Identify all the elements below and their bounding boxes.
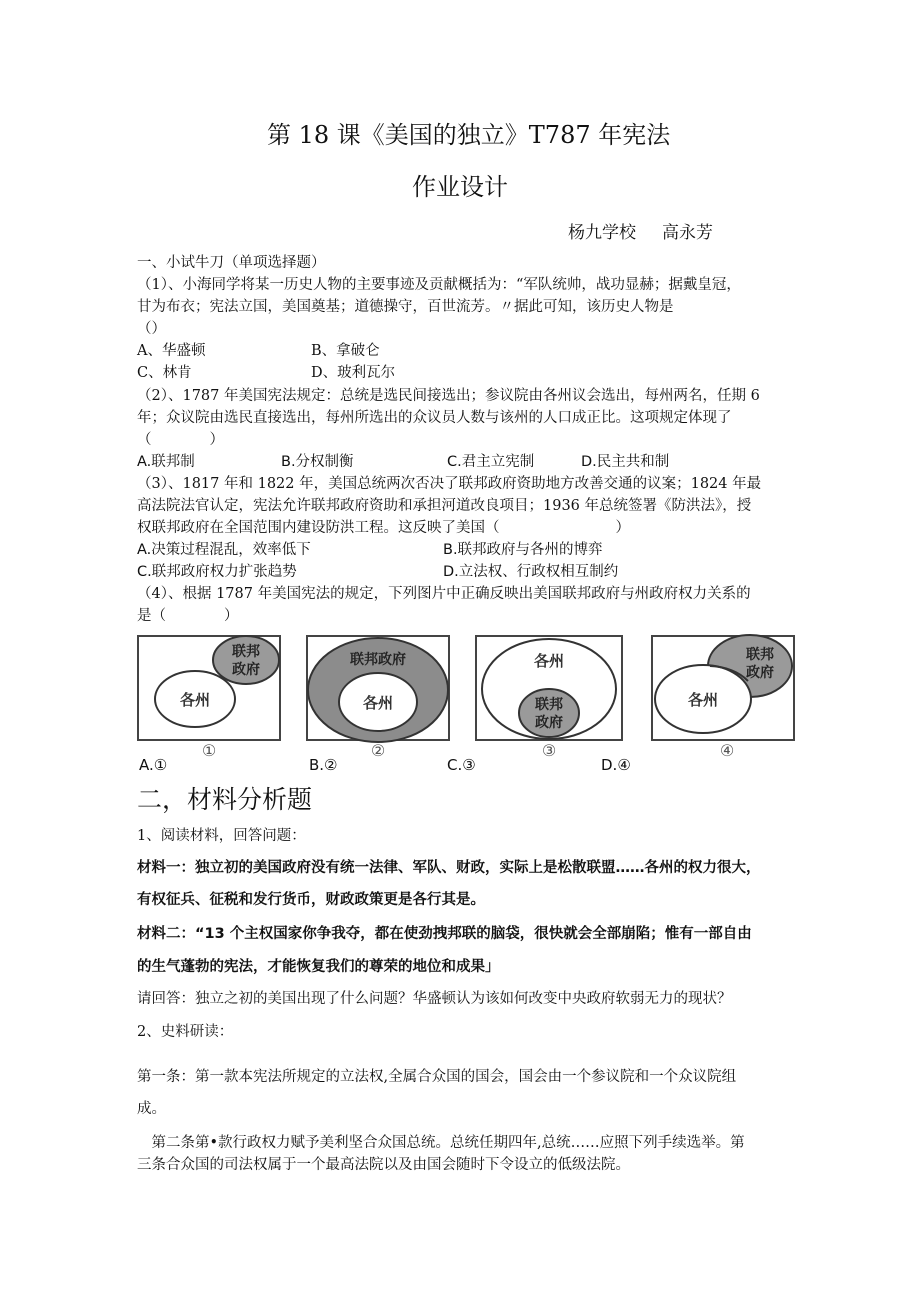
q4-line2: 是（ ） xyxy=(137,608,239,624)
material2-line1: 材料二：“13 个主权国家你争我夺，都在使劲拽邦联的脑袋，很快就会全部崩陷；惟有一部自由 xyxy=(137,926,752,942)
q4-option-d: D.④ xyxy=(601,756,631,774)
q1-option-d: D、玻利瓦尔 xyxy=(311,365,396,381)
q3-line2: 高法院法官认定，宪法允许联邦政府资助和承担河道改良项目；1936 年总统签署《防洪法》，授 xyxy=(137,498,752,514)
section2-heading: 二，材料分析题 xyxy=(137,785,313,814)
page-title: 第 18 课《美国的独立》T787 年宪法 xyxy=(267,121,671,149)
item2-title: 2、史料研读： xyxy=(137,1024,234,1040)
state-label: 各州 xyxy=(179,691,211,709)
section1-heading: 一、小试牛刀（单项选择题） xyxy=(137,255,326,271)
q2-line3: （ ） xyxy=(137,432,224,448)
article1-line1: 第一条：第一款本宪法所规定的立法权,全属合众国的国会，国会由一个参议院和一个众议院组 xyxy=(137,1069,737,1085)
q2-line1: （2）、1787 年美国宪法规定：总统是选民间接选出；参议院由各州议会选出，每州两名，任期 6 xyxy=(137,388,760,404)
diagram-4 xyxy=(652,635,794,760)
federal-label-line2: 政府 xyxy=(746,665,774,681)
state-label: 各州 xyxy=(687,691,719,709)
q3-line3: 权联邦政府在全国范围内建设防洪工程。这反映了美国（ ） xyxy=(137,520,630,536)
q2-option-d: D.民主共和制 xyxy=(581,454,670,470)
diagram-2 xyxy=(307,636,449,760)
diagram-number-2: ② xyxy=(370,741,386,760)
q4-option-a: A.① xyxy=(139,756,168,774)
state-label: 各州 xyxy=(533,652,565,670)
q4-line1: （4）、根据 1787 年美国宪法的规定，下列图片中正确反映出美国联邦政府与州政府权力关系的 xyxy=(137,586,751,602)
q2-option-b: B.分权制衡 xyxy=(281,454,354,470)
diagram-1 xyxy=(138,636,280,760)
material2-line2: 的生气蓬勃的宪法，才能恢复我们的尊荣的地位和成果」 xyxy=(137,959,500,975)
q1-line3: （） xyxy=(137,321,166,337)
federal-label-line1: 联邦 xyxy=(232,644,260,660)
federal-label-line1: 联邦 xyxy=(535,697,563,713)
federal-label-line1: 联邦 xyxy=(746,647,774,663)
q3-option-a: A.决策过程混乱，效率低下 xyxy=(137,542,311,558)
q1-option-b: B、拿破仑 xyxy=(311,343,380,359)
author-name: 高永芳 xyxy=(662,223,713,243)
byline xyxy=(568,218,713,243)
q2-option-a: A.联邦制 xyxy=(137,454,195,470)
federal-label: 联邦政府 xyxy=(350,652,406,668)
diagram-3 xyxy=(476,636,622,760)
material1-line2: 有权征兵、征税和发行货币，财政政策更是各行其是。 xyxy=(137,892,485,908)
article1-line2: 成。 xyxy=(137,1101,166,1117)
diagram-number-3: ③ xyxy=(541,741,557,760)
article2-line2: 三条合众国的司法权属于一个最高法院以及由国会随时下令设立的低级法院。 xyxy=(137,1157,630,1173)
diagram-number-4: ④ xyxy=(719,741,735,760)
article2-line1: 第二条第•款行政权力赋予美利坚合众国总统。总统任期四年,总统……应照下列手续选举。第 xyxy=(137,1135,745,1151)
q2-option-c: C.君主立宪制 xyxy=(447,454,535,470)
q3-line1: （3）、1817 年和 1822 年，美国总统两次否决了联邦政府资助地方改善交通的议案；1824 年最 xyxy=(137,476,762,492)
material1-line1: 材料一：独立初的美国政府没有统一法律、军队、财政，实际上是松散联盟……各州的权力很大， xyxy=(137,860,761,876)
q4-option-c: C.③ xyxy=(447,756,476,774)
page-subtitle: 作业设计 xyxy=(412,173,508,201)
federal-label-line2: 政府 xyxy=(535,715,563,731)
q2-line2: 年；众议院由选民直接选出，每州所选出的众议员人数与该州的人口成正比。这项规定体现了 xyxy=(137,410,732,426)
federal-label-line2: 政府 xyxy=(232,662,260,678)
q1-option-a: A、华盛顿 xyxy=(137,343,206,359)
q3-option-c: C.联邦政府权力扩张趋势 xyxy=(137,564,297,580)
q1-option-c: C、林肯 xyxy=(137,365,192,381)
q1-line1: （1）、小海同学将某一历史人物的主要事迹及贡献概括为：“军队统帅，战功显赫；据戴皇冠， xyxy=(137,277,741,293)
school-name: 杨九学校 xyxy=(568,223,636,243)
q3-option-b: B.联邦政府与各州的博弈 xyxy=(443,542,603,558)
q1-line2: 甘为布衣；宪法立国，美国奠基；道德操守，百世流芳。〃据此可知，该历史人物是 xyxy=(137,299,674,315)
diagram-number-1: ① xyxy=(201,741,217,760)
state-label: 各州 xyxy=(362,694,394,712)
question-prompt: 请回答：独立之初的美国出现了什么问题？华盛顿认为该如何改变中央政府软弱无力的现状？ xyxy=(137,991,732,1007)
q3-option-d: D.立法权、行政权相互制约 xyxy=(443,564,619,580)
q4-option-b: B.② xyxy=(309,756,338,774)
item1-title: 1、阅读材料，回答问题： xyxy=(137,828,306,844)
